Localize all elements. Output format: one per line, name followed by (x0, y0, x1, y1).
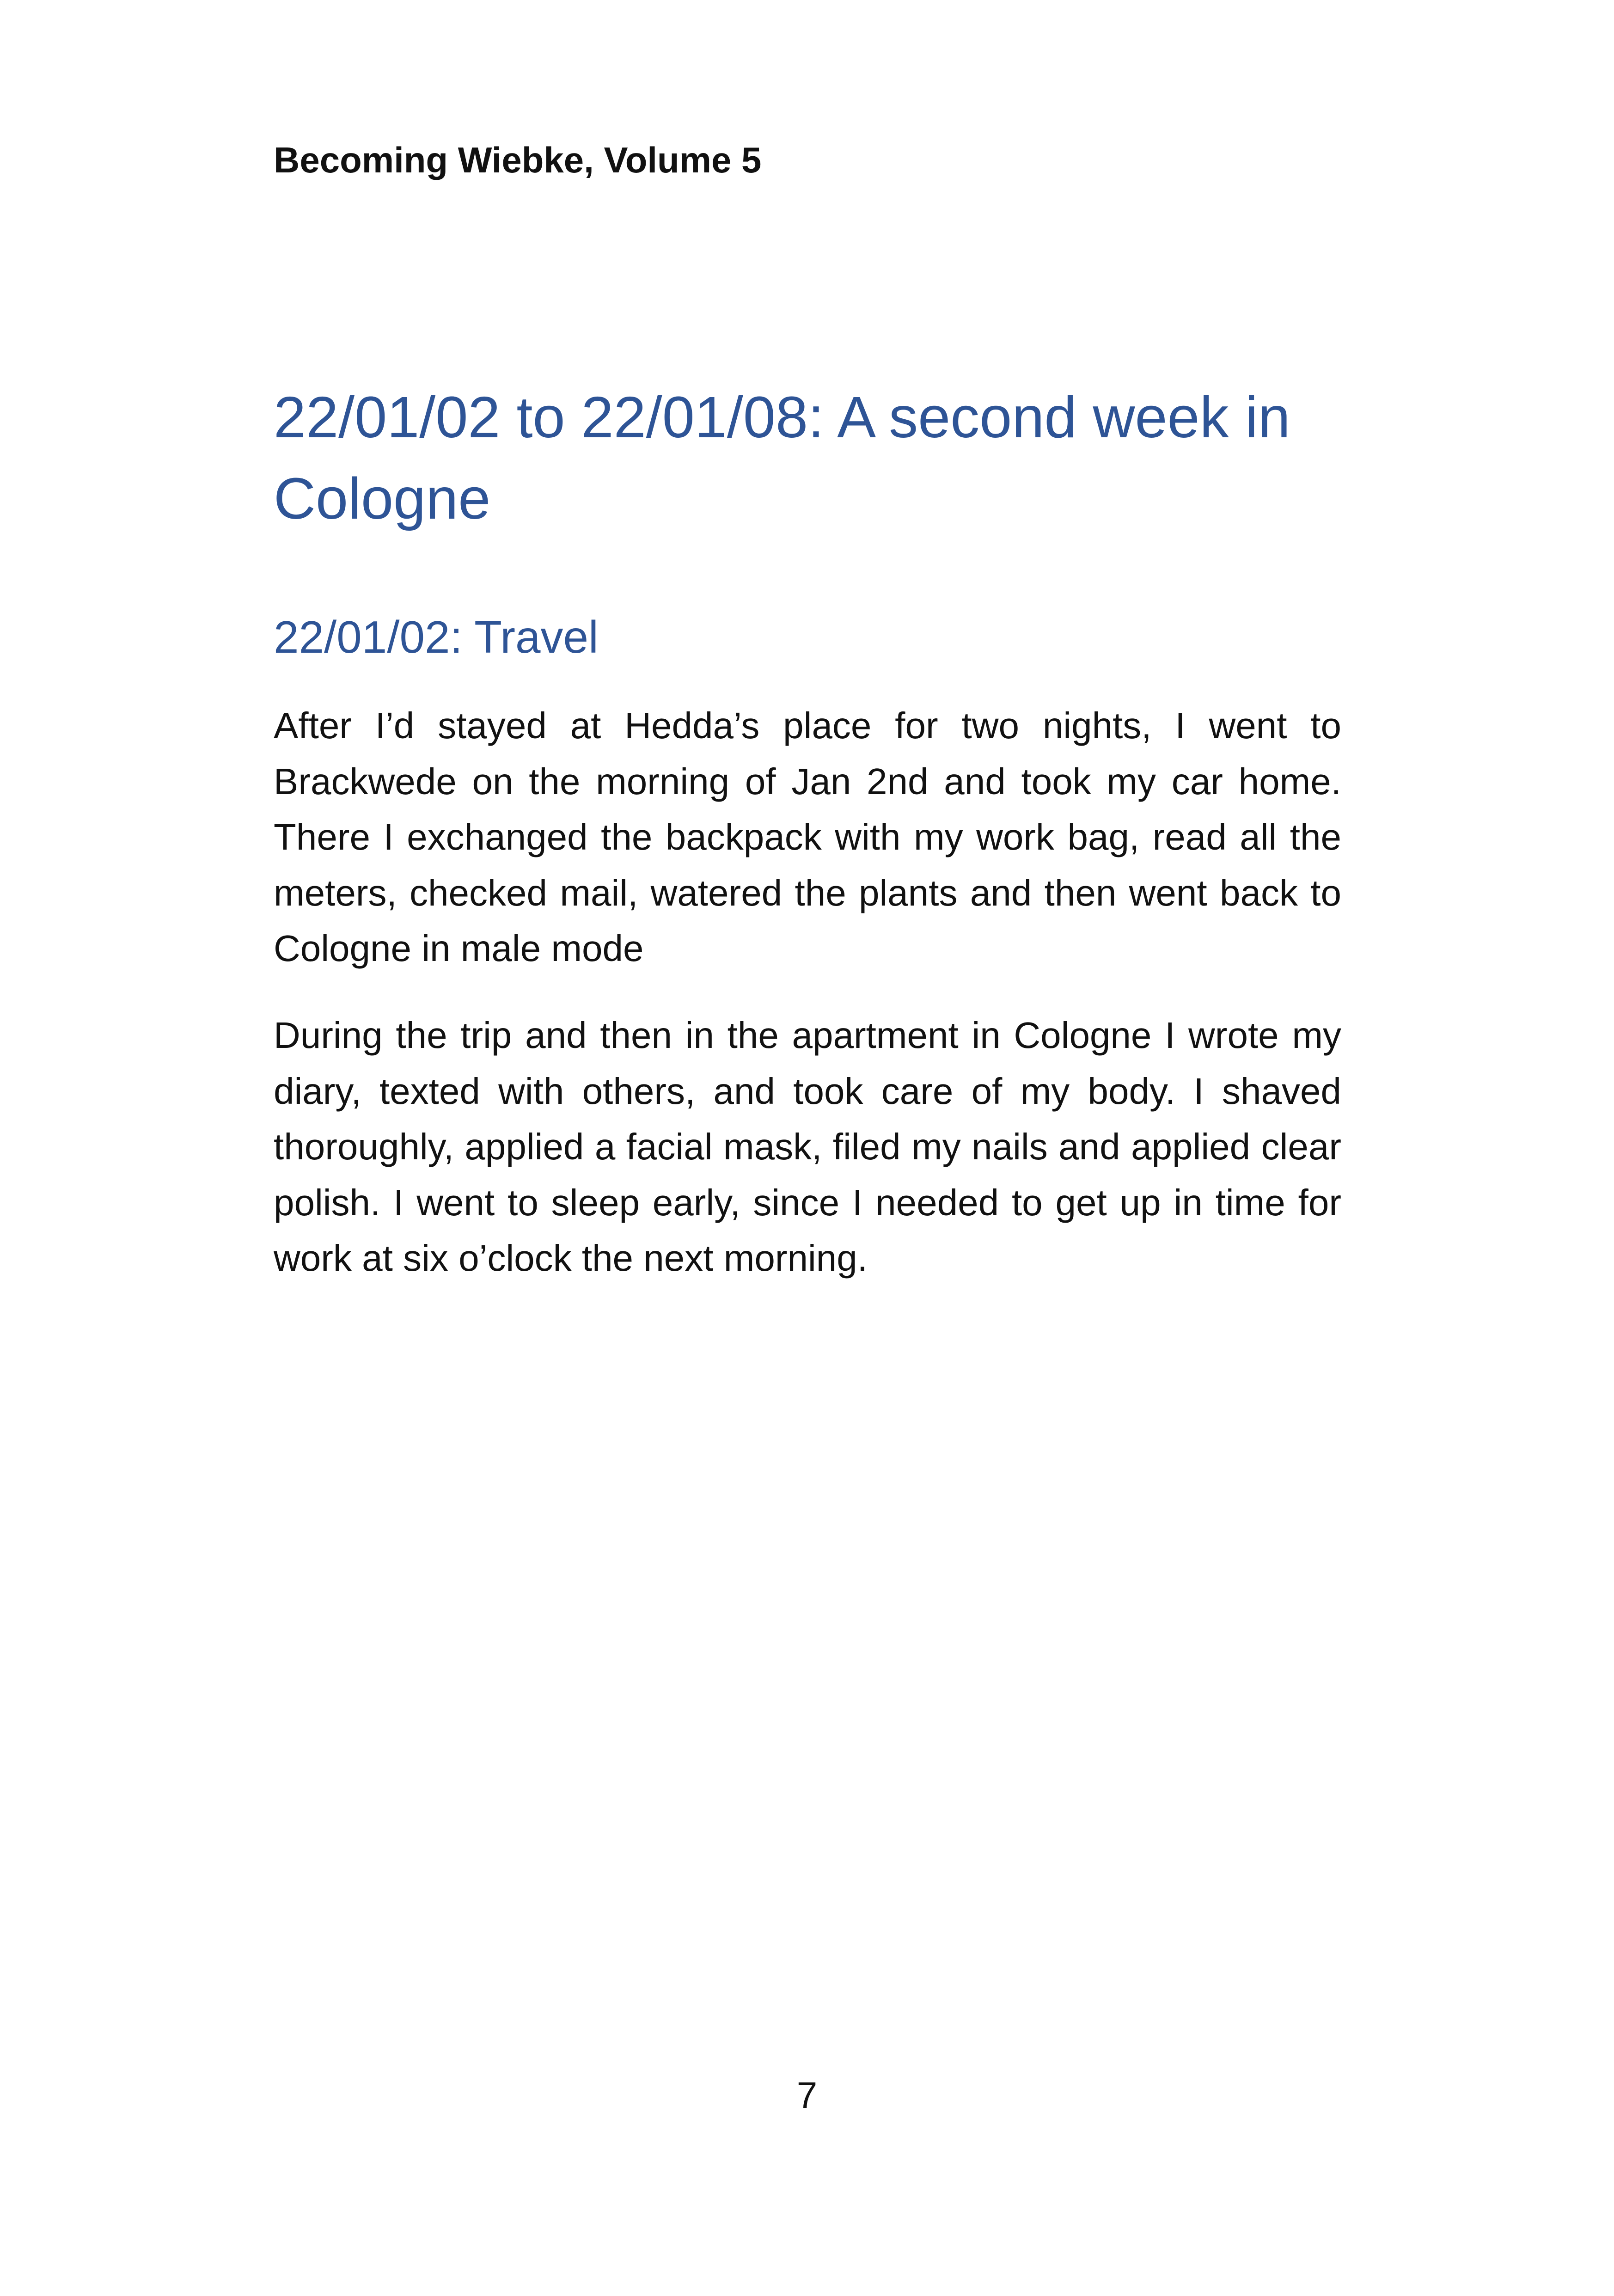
body-paragraph: After I’d stayed at Hedda’s place for two nights, I went to Brackwede on the morning of Jan 2nd and took my car home. There I exchanged the backpack with my work bag, read all the meters, checked mail, watered the plants and then went back to Cologne in male mode (274, 705, 1341, 969)
running-header: Becoming Wiebke, Volume 5 (274, 140, 762, 180)
body-paragraph: During the trip and then in the apartment in Cologne I wrote my diary, texted with others, and took care of my body. I shaved thoroughly, applied a facial mask, filed my nails and applied clear polish. I went to sleep early, since I needed to get up in time for work at six o’clock the next morning. (274, 1015, 1341, 1279)
page-number: 7 (796, 2075, 818, 2116)
chapter-title: 22/01/02 to 22/01/08: A second week in Cologne (274, 385, 1290, 531)
section-heading: 22/01/02: Travel (274, 612, 599, 662)
